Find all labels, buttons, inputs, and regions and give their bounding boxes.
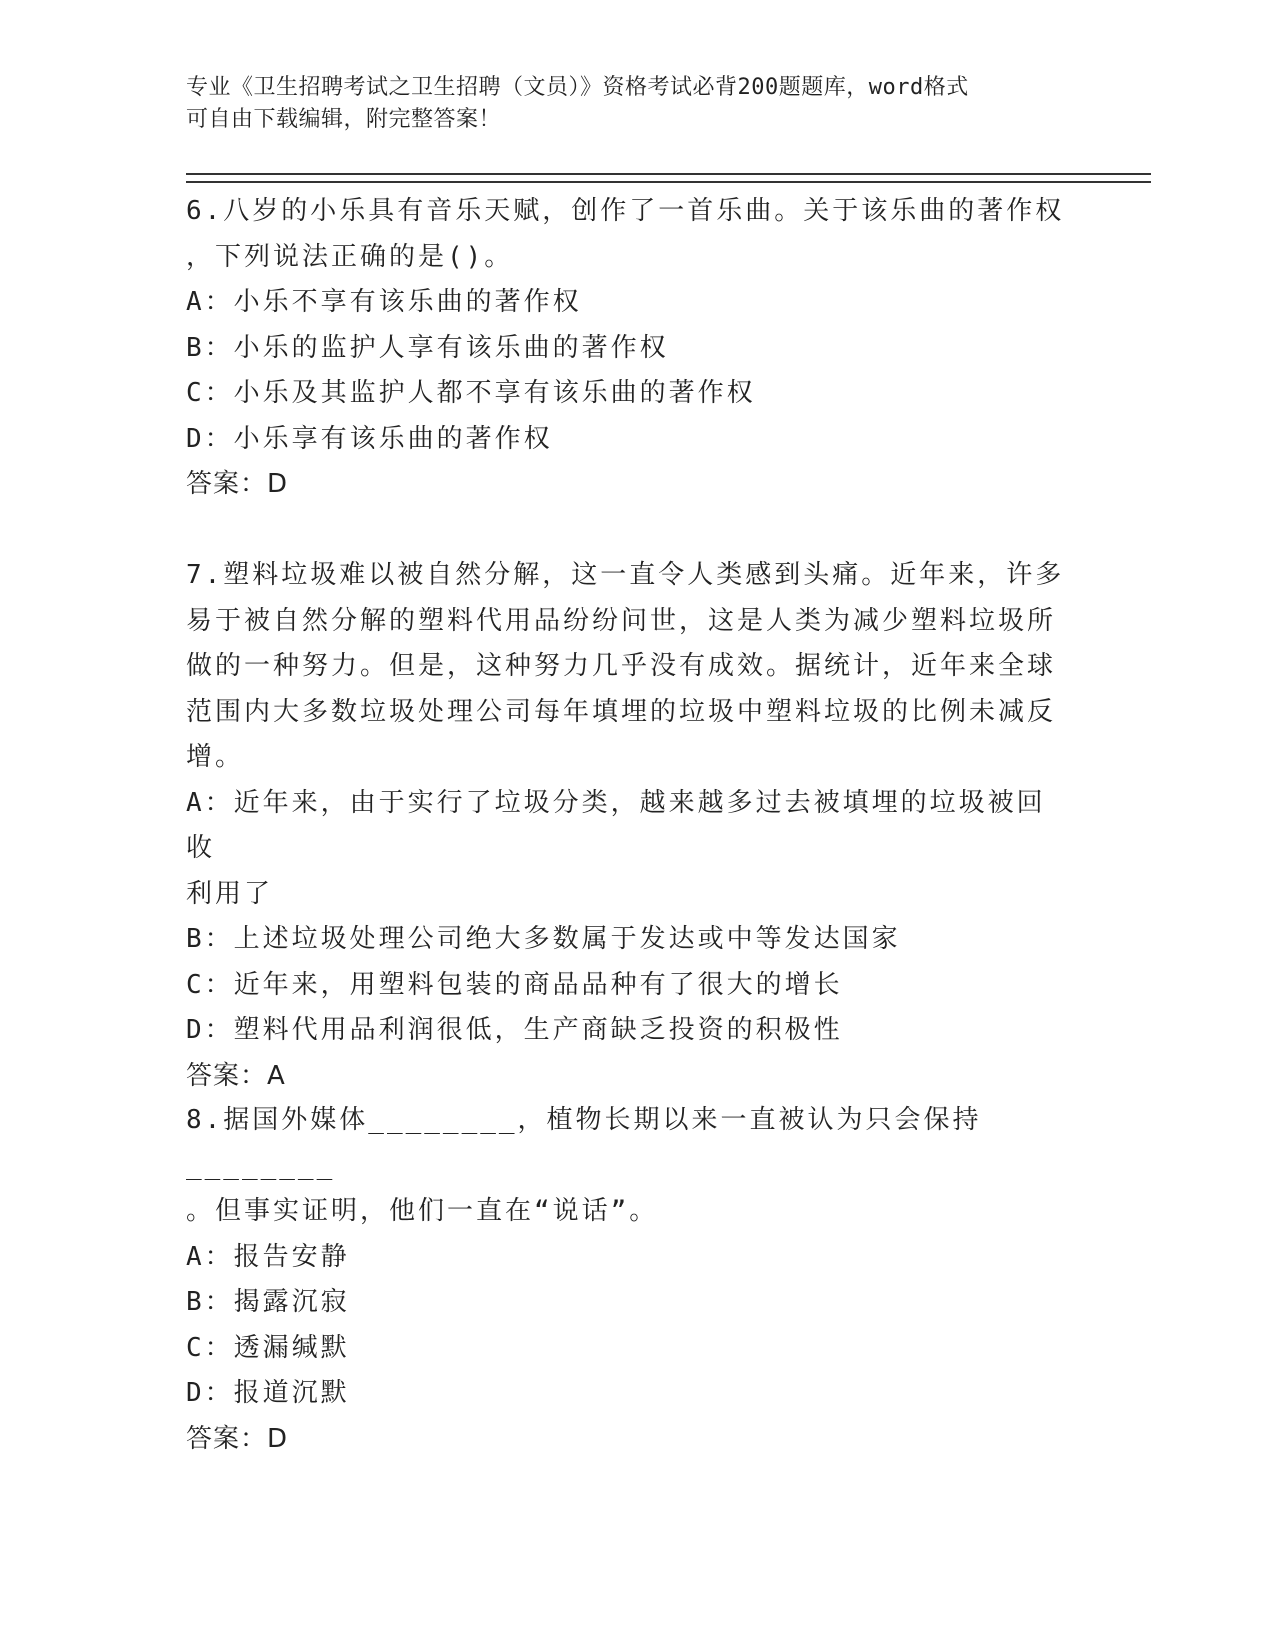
option-c: C：透漏缄默 [186,1332,350,1363]
option-c: C：近年来，用塑料包装的商品品种有了很大的增长 [186,969,843,1000]
answer-line: 答案：D [186,469,289,499]
header-divider-top [186,173,1151,175]
answer-line: 答案：A [186,1060,286,1091]
header-divider-bottom [186,181,1151,183]
question-stem-line: 8.据国外媒体________，植物长期以来一直被认为只会保持________ [186,1105,982,1181]
option-b: B：小乐的监护人享有该乐曲的著作权 [186,332,669,363]
option-d: D：塑料代用品利润很低，生产商缺乏投资的积极性 [186,1015,843,1045]
header-title-line-1: 专业《卫生招聘考试之卫生招聘（文员）》资格考试必背200题题库，word格式 [186,75,969,100]
document-header [186,72,1066,136]
question-stem-line: 。但事实证明，他们一直在“说话”。 [186,1196,659,1226]
question-stem-line: 范围内大多数垃圾处理公司每年填埋的垃圾中塑料垃圾的比例未减反 [186,696,1057,727]
option-a: A：小乐不享有该乐曲的著作权 [186,287,582,317]
question-stem-line: 做的一种努力。但是，这种努力几乎没有成效。据统计，近年来全球 [186,651,1057,681]
question-6 [186,189,1066,508]
option-a-continuation: 利用了 [186,878,274,909]
option-c: C：小乐及其监护人都不享有该乐曲的著作权 [186,378,756,408]
option-b: B：上述垃圾处理公司绝大多数属于发达或中等发达国家 [186,924,901,954]
option-d: D：小乐享有该乐曲的著作权 [186,423,553,454]
question-stem-line: ，下列说法正确的是()。 [186,241,514,272]
question-7 [186,553,1066,1099]
question-stem-line: 6.八岁的小乐具有音乐天赋，创作了一首乐曲。关于该乐曲的著作权 [186,196,1065,226]
header-title-line-2: 可自由下载编辑，附完整答案！ [186,107,502,132]
question-stem-line: 易于被自然分解的塑料代用品纷纷问世，这是人类为减少塑料垃圾所 [186,605,1057,636]
question-8 [186,1098,1066,1462]
question-stem-line: 7.塑料垃圾难以被自然分解，这一直令人类感到头痛。近年来，许多 [186,560,1065,590]
option-d: D：报道沉默 [186,1378,350,1408]
option-a: A：报告安静 [186,1241,350,1272]
question-stem-line: 增。 [186,742,245,772]
option-a: A：近年来，由于实行了垃圾分类，越来越多过去被填埋的垃圾被回收 [186,787,1046,863]
answer-line: 答案：D [186,1423,289,1454]
option-b: B：揭露沉寂 [186,1287,350,1317]
